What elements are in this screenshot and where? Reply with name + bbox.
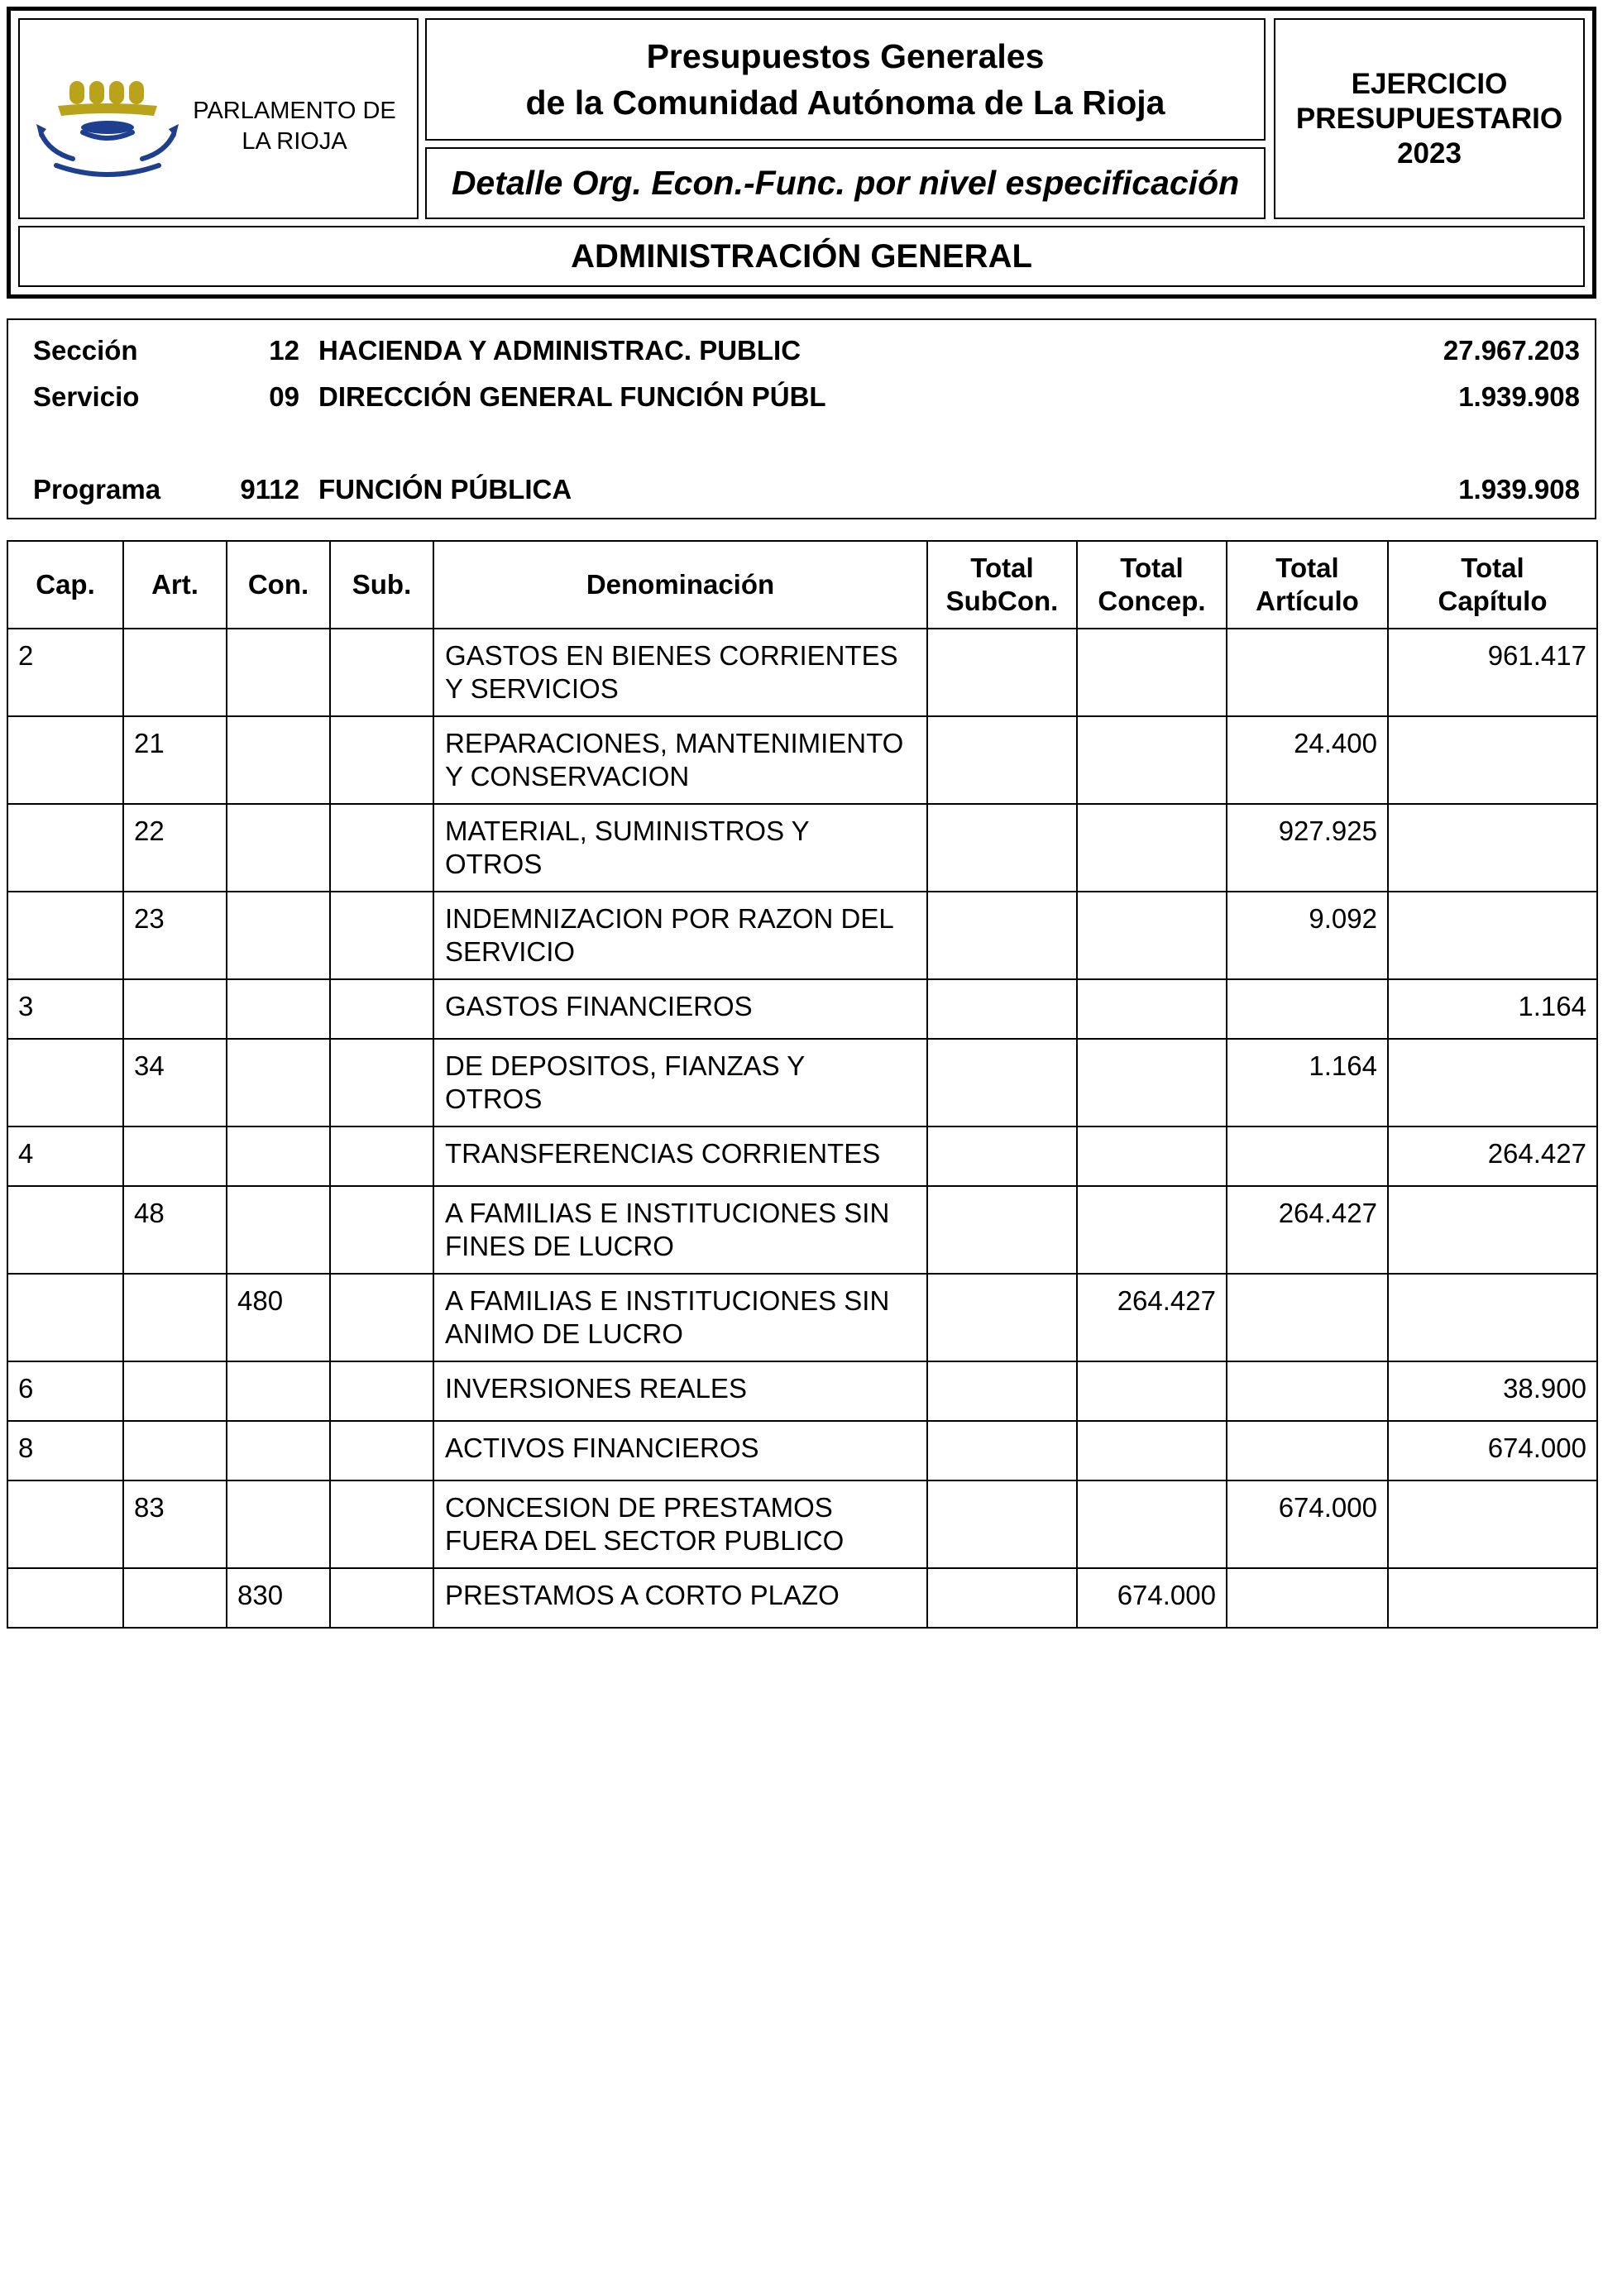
programa-label: Programa	[33, 474, 161, 505]
cell-cap	[7, 1568, 123, 1628]
cell-capitulo	[1388, 1568, 1597, 1628]
table-row	[7, 1480, 1597, 1568]
denominacion-line1: INDEMNIZACION POR RAZON DEL	[445, 903, 894, 934]
col-header-sub: Sub.	[330, 541, 433, 629]
cell-capitulo: 674.000	[1388, 1421, 1597, 1480]
cell-con	[227, 1186, 330, 1274]
cell-subcon	[927, 1186, 1077, 1274]
denominacion-line1: GASTOS FINANCIEROS	[445, 991, 753, 1021]
cell-concep	[1077, 1039, 1227, 1126]
cell-subcon	[927, 1274, 1077, 1361]
admin-banner	[18, 226, 1585, 287]
cell-den	[433, 1480, 927, 1568]
cell-cap: 4	[7, 1126, 123, 1186]
cell-con	[227, 1039, 330, 1126]
denominacion-line2: OTROS	[445, 849, 543, 879]
cell-subcon	[927, 1480, 1077, 1568]
ejercicio-line2: PRESUPUESTARIO	[1295, 102, 1563, 135]
cell-sub	[330, 1421, 433, 1480]
cell-articulo: 264.427	[1227, 1186, 1388, 1274]
cell-capitulo	[1388, 804, 1597, 892]
programa-code: 9112	[240, 474, 299, 505]
cell-capitulo: 38.900	[1388, 1361, 1597, 1421]
cell-con	[227, 1480, 330, 1568]
cell-den	[433, 804, 927, 892]
parlamento-logo	[33, 76, 182, 179]
cell-capitulo: 1.164	[1388, 979, 1597, 1039]
denominacion-line1: MATERIAL, SUMINISTROS Y	[445, 816, 810, 846]
cell-den	[433, 1274, 927, 1361]
org-name-line2: LA RIOJA	[242, 128, 347, 155]
cell-cap	[7, 1480, 123, 1568]
cell-articulo	[1227, 1568, 1388, 1628]
cell-subcon	[927, 1126, 1077, 1186]
col-header-total-capitulo-l2: Capítulo	[1438, 586, 1548, 616]
cell-art: 48	[123, 1186, 227, 1274]
denominacion-line1: TRANSFERENCIAS CORRIENTES	[445, 1138, 881, 1169]
table-row	[7, 804, 1597, 892]
cell-capitulo	[1388, 1186, 1597, 1274]
admin-text: ADMINISTRACIÓN GENERAL	[571, 237, 1032, 275]
cell-art	[123, 1568, 227, 1628]
denominacion-line2: Y SERVICIOS	[445, 673, 619, 704]
col-header-con: Con.	[227, 541, 330, 629]
seccion-label: Sección	[33, 335, 138, 366]
cell-capitulo: 961.417	[1388, 629, 1597, 716]
cell-subcon	[927, 979, 1077, 1039]
cell-con: 480	[227, 1274, 330, 1361]
cell-den	[433, 892, 927, 979]
col-header-total-subcon-l1: Total	[970, 552, 1034, 583]
col-header-total-capitulo-l1: Total	[1461, 552, 1524, 583]
cell-art	[123, 629, 227, 716]
cell-concep	[1077, 1361, 1227, 1421]
denominacion-line2: FINES DE LUCRO	[445, 1231, 674, 1261]
denominacion-line1: GASTOS EN BIENES CORRIENTES	[445, 640, 898, 671]
cell-den	[433, 1421, 927, 1480]
cell-subcon	[927, 1568, 1077, 1628]
cell-art: 22	[123, 804, 227, 892]
cell-art: 83	[123, 1480, 227, 1568]
cell-art	[123, 1421, 227, 1480]
denominacion-line1: DE DEPOSITOS, FIANZAS Y	[445, 1050, 806, 1081]
cell-subcon	[927, 1361, 1077, 1421]
cell-con	[227, 892, 330, 979]
cell-cap	[7, 892, 123, 979]
cell-con	[227, 1361, 330, 1421]
cell-concep	[1077, 979, 1227, 1039]
cell-den	[433, 716, 927, 804]
denominacion-line1: ACTIVOS FINANCIEROS	[445, 1433, 759, 1463]
col-header-total-concep-l2: Concep.	[1098, 586, 1206, 616]
cell-art	[123, 1274, 227, 1361]
cell-articulo	[1227, 1361, 1388, 1421]
cell-articulo: 24.400	[1227, 716, 1388, 804]
cell-sub	[330, 1039, 433, 1126]
org-name	[187, 96, 402, 157]
col-header-total-subcon	[927, 541, 1077, 629]
seccion-name: HACIENDA Y ADMINISTRAC. PUBLIC	[318, 335, 802, 366]
cell-articulo	[1227, 629, 1388, 716]
cell-sub	[330, 979, 433, 1039]
table-row	[7, 716, 1597, 804]
cell-den	[433, 629, 927, 716]
col-header-denominacion: Denominación	[433, 541, 927, 629]
cell-sub	[330, 892, 433, 979]
seccion-total: 27.967.203	[1443, 335, 1580, 366]
seccion-code: 12	[269, 335, 299, 366]
cell-articulo	[1227, 1421, 1388, 1480]
cell-sub	[330, 1274, 433, 1361]
cell-cap: 8	[7, 1421, 123, 1480]
ejercicio-line1: EJERCICIO	[1351, 67, 1508, 100]
col-header-total-articulo-l1: Total	[1275, 552, 1339, 583]
cell-art	[123, 1126, 227, 1186]
cell-cap: 6	[7, 1361, 123, 1421]
table-row	[7, 1186, 1597, 1274]
cell-cap	[7, 716, 123, 804]
info-block	[7, 318, 1596, 519]
denominacion-line1: A FAMILIAS E INSTITUCIONES SIN	[445, 1285, 890, 1316]
table-row	[7, 979, 1597, 1039]
cell-capitulo	[1388, 1274, 1597, 1361]
cell-concep	[1077, 892, 1227, 979]
cell-con	[227, 716, 330, 804]
col-header-total-articulo-l2: Artículo	[1256, 586, 1359, 616]
cell-den	[433, 979, 927, 1039]
cell-con	[227, 804, 330, 892]
cell-articulo: 9.092	[1227, 892, 1388, 979]
denominacion-line1: INVERSIONES REALES	[445, 1373, 747, 1404]
cell-concep	[1077, 1186, 1227, 1274]
cell-cap	[7, 1039, 123, 1126]
cell-concep	[1077, 804, 1227, 892]
cell-subcon	[927, 1421, 1077, 1480]
cell-concep	[1077, 629, 1227, 716]
table-header-row	[7, 541, 1597, 629]
cell-art: 21	[123, 716, 227, 804]
programa-total: 1.939.908	[1458, 474, 1580, 505]
cell-subcon	[927, 716, 1077, 804]
cell-subcon	[927, 804, 1077, 892]
cell-capitulo	[1388, 1039, 1597, 1126]
cell-concep: 674.000	[1077, 1568, 1227, 1628]
cell-art	[123, 979, 227, 1039]
cell-capitulo	[1388, 716, 1597, 804]
cell-cap: 2	[7, 629, 123, 716]
col-header-total-concep	[1077, 541, 1227, 629]
denominacion-line2: OTROS	[445, 1083, 543, 1114]
cell-art: 34	[123, 1039, 227, 1126]
cell-articulo	[1227, 1126, 1388, 1186]
cell-articulo: 927.925	[1227, 804, 1388, 892]
cell-subcon	[927, 629, 1077, 716]
title-line1: Presupuestos Generales	[646, 37, 1045, 75]
col-header-art: Art.	[123, 541, 227, 629]
servicio-code: 09	[269, 381, 299, 412]
subtitle-text: Detalle Org. Econ.-Func. por nivel especificación	[451, 164, 1240, 202]
cell-sub	[330, 1361, 433, 1421]
cell-sub	[330, 1186, 433, 1274]
cell-capitulo	[1388, 892, 1597, 979]
col-header-total-concep-l1: Total	[1120, 552, 1184, 583]
cell-capitulo: 264.427	[1388, 1126, 1597, 1186]
cell-con: 830	[227, 1568, 330, 1628]
cell-den	[433, 1126, 927, 1186]
cell-sub	[330, 804, 433, 892]
cell-cap	[7, 804, 123, 892]
col-header-total-capitulo	[1388, 541, 1597, 629]
denominacion-line2: ANIMO DE LUCRO	[445, 1318, 683, 1349]
cell-con	[227, 629, 330, 716]
ejercicio-panel	[1274, 18, 1585, 219]
cell-den	[433, 1186, 927, 1274]
denominacion-line1: A FAMILIAS E INSTITUCIONES SIN	[445, 1198, 890, 1228]
cell-sub	[330, 629, 433, 716]
cell-cap: 3	[7, 979, 123, 1039]
cell-articulo: 1.164	[1227, 1039, 1388, 1126]
cell-concep: 264.427	[1077, 1274, 1227, 1361]
table-row	[7, 1039, 1597, 1126]
cell-articulo	[1227, 1274, 1388, 1361]
cell-sub	[330, 1126, 433, 1186]
table-row	[7, 1126, 1597, 1186]
table-row	[7, 1274, 1597, 1361]
table-row	[7, 1568, 1597, 1628]
cell-den	[433, 1039, 927, 1126]
table-row	[7, 892, 1597, 979]
cell-subcon	[927, 1039, 1077, 1126]
cell-art	[123, 1361, 227, 1421]
table-row	[7, 1421, 1597, 1480]
cell-sub	[330, 1480, 433, 1568]
cell-cap	[7, 1274, 123, 1361]
programa-name: FUNCIÓN PÚBLICA	[318, 474, 572, 505]
document-title	[425, 18, 1266, 141]
denominacion-line1: REPARACIONES, MANTENIMIENTO	[445, 728, 904, 758]
cell-den	[433, 1568, 927, 1628]
org-name-line1: PARLAMENTO DE	[193, 98, 396, 124]
col-header-total-articulo	[1227, 541, 1388, 629]
cell-capitulo	[1388, 1480, 1597, 1568]
denominacion-line2: SERVICIO	[445, 936, 576, 967]
cell-concep	[1077, 1421, 1227, 1480]
cell-con	[227, 1126, 330, 1186]
cell-den	[433, 1361, 927, 1421]
denominacion-line1: CONCESION DE PRESTAMOS	[445, 1492, 833, 1523]
cell-con	[227, 1421, 330, 1480]
ejercicio-year: 2023	[1397, 136, 1462, 170]
table-row	[7, 1361, 1597, 1421]
cell-articulo	[1227, 979, 1388, 1039]
cell-cap	[7, 1186, 123, 1274]
servicio-label: Servicio	[33, 381, 140, 412]
cell-articulo: 674.000	[1227, 1480, 1388, 1568]
denominacion-line2: FUERA DEL SECTOR PUBLICO	[445, 1525, 845, 1556]
title-line2: de la Comunidad Autónoma de La Rioja	[525, 84, 1165, 122]
denominacion-line1: PRESTAMOS A CORTO PLAZO	[445, 1580, 840, 1610]
cell-concep	[1077, 1126, 1227, 1186]
budget-table	[7, 540, 1598, 1629]
cell-concep	[1077, 716, 1227, 804]
col-header-cap: Cap.	[7, 541, 123, 629]
table-row	[7, 629, 1597, 716]
cell-art: 23	[123, 892, 227, 979]
document-subtitle	[425, 147, 1266, 219]
cell-con	[227, 979, 330, 1039]
cell-sub	[330, 1568, 433, 1628]
cell-sub	[330, 716, 433, 804]
cell-concep	[1077, 1480, 1227, 1568]
servicio-total: 1.939.908	[1458, 381, 1580, 412]
denominacion-line2: Y CONSERVACION	[445, 761, 690, 792]
col-header-total-subcon-l2: SubCon.	[945, 586, 1059, 616]
cell-subcon	[927, 892, 1077, 979]
servicio-name: DIRECCIÓN GENERAL FUNCIÓN PÚBL	[318, 381, 826, 412]
